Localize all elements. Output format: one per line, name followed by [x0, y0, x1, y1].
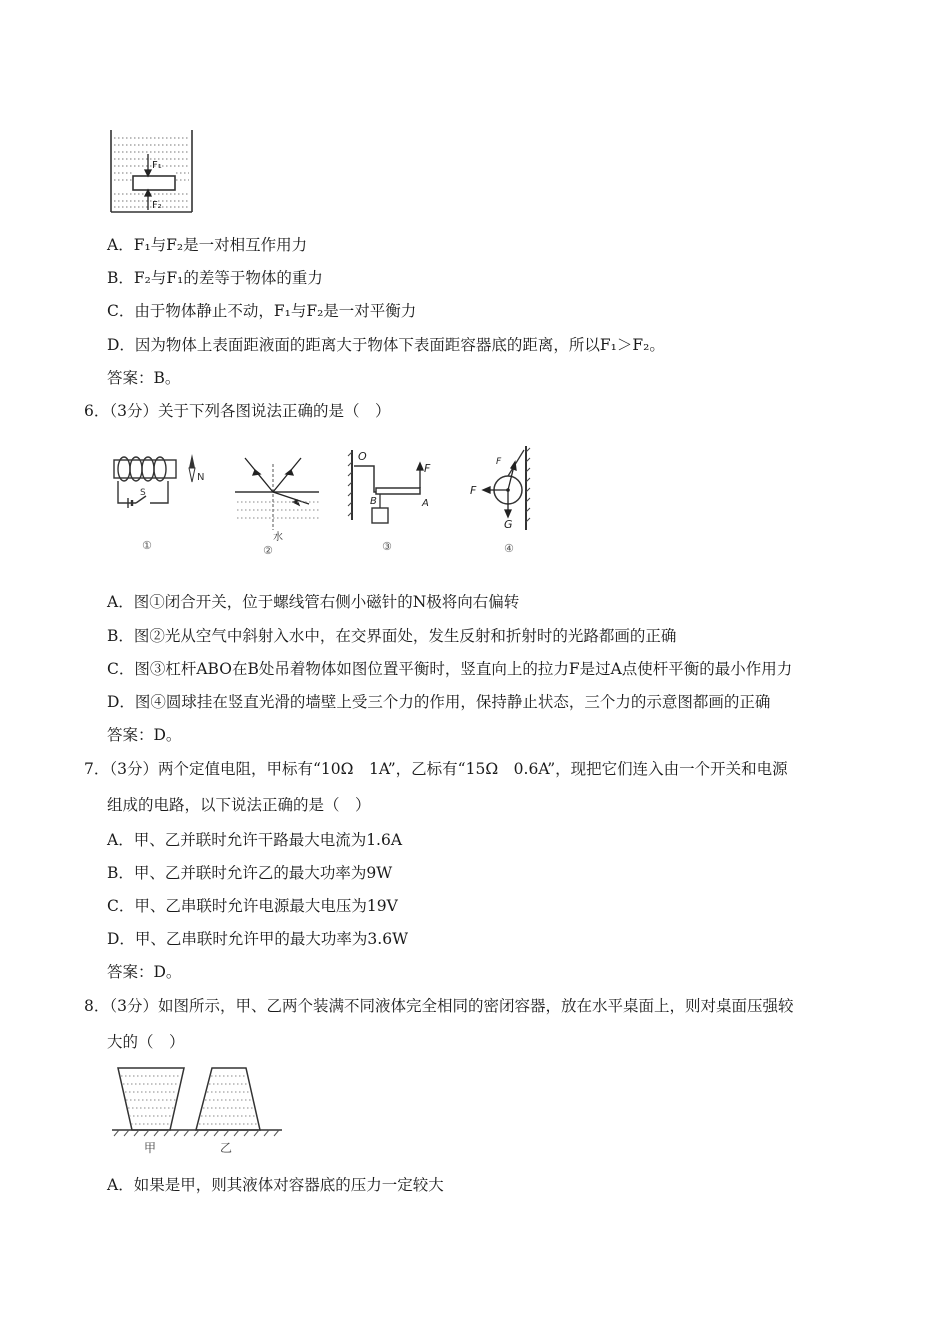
q7-stem-line-2: 组成的电路，以下说法正确的是（ ）: [107, 796, 371, 814]
yi-label: 乙: [220, 1141, 233, 1155]
q5-option-b: B．F₂与F₁的差等于物体的重力: [107, 269, 323, 287]
figure-1-label: ①: [142, 539, 152, 552]
q7-answer: 答案：D。: [107, 963, 182, 981]
q6-stem: 6．（3分）关于下列各图说法正确的是（ ）: [84, 402, 391, 420]
q8-stem-line-2: 大的（ ）: [107, 1033, 185, 1051]
figure-2-label: ②: [263, 544, 273, 557]
q7-option-c: C．甲、乙串联时允许电源最大电压为19V: [107, 897, 398, 915]
q5-answer: 答案：B。: [107, 369, 181, 387]
q6-figure-4: [468, 444, 548, 558]
force-f-label: F: [424, 462, 431, 475]
q6-option-d: D．图④圆球挂在竖直光滑的墙壁上受三个力的作用，保持静止状态，三个力的示意图都画的正确: [107, 693, 771, 711]
q5-option-c: C．由于物体静止不动，F₁与F₂是一对平衡力: [107, 302, 417, 320]
container-jia: [118, 1068, 184, 1130]
needle-n-label: N: [197, 472, 205, 483]
f1-label: F₁: [152, 160, 162, 171]
q6-answer: 答案：D。: [107, 726, 182, 744]
q6-figure-1: [106, 448, 206, 558]
q5-option-d: D．因为物体上表面距液面的距离大于物体下表面距容器底的距离，所以F₁＞F₂。: [107, 336, 665, 354]
q5-figure: [108, 128, 198, 216]
q6-figure-2: [233, 436, 323, 558]
gravity-g-label: G: [504, 518, 513, 531]
water-label: 水: [273, 532, 283, 543]
container-yi: [196, 1068, 260, 1130]
q7-option-b: B．甲、乙并联时允许乙的最大功率为9W: [107, 864, 393, 882]
figure-3-label: ③: [382, 540, 392, 553]
q6-figure-3: [346, 444, 446, 556]
q7-stem-line-1: 7．（3分）两个定值电阻，甲标有“10Ω 1A”，乙标有“15Ω 0.6A”，现把它们连入由一个开关和电源: [84, 760, 788, 778]
q7-option-a: A．甲、乙并联时允许干路最大电流为1.6A: [107, 831, 403, 849]
submerged-block: [133, 176, 175, 190]
q6-option-b: B．图②光从空气中斜射入水中，在交界面处，发生反射和折射时的光路都画的正确: [107, 627, 677, 645]
point-b-label: B: [370, 496, 377, 507]
q6-option-c: C．图③杠杆ABO在B处吊着物体如图位置平衡时，竖直向上的拉力F是过A点使杆平衡的最小作用力: [107, 660, 793, 678]
switch-label: S: [140, 488, 146, 498]
hanging-weight: [372, 508, 388, 523]
jia-label: 甲: [144, 1141, 157, 1155]
compass-needle: [189, 454, 195, 468]
support-force-label: F: [470, 484, 477, 497]
q8-stem-line-1: 8．（3分）如图所示，甲、乙两个装满不同液体完全相同的密闭容器，放在水平桌面上，则对桌面压强较: [84, 997, 794, 1015]
point-a-label: A: [422, 498, 429, 509]
q8-option-a: A．如果是甲，则其液体对容器底的压力一定较大: [107, 1176, 444, 1194]
f2-label: F₂: [152, 200, 162, 211]
figure-4-label: ④: [504, 542, 514, 555]
q8-figure: [110, 1064, 290, 1156]
pivot-o-label: O: [358, 450, 367, 463]
q5-option-a: A．F₁与F₂是一对相互作用力: [107, 236, 308, 254]
q7-option-d: D．甲、乙串联时允许甲的最大功率为3.6W: [107, 930, 409, 948]
q6-option-a: A．图①闭合开关，位于螺线管右侧小磁针的N极将向右偏转: [107, 593, 520, 611]
tension-label: F: [496, 457, 502, 467]
